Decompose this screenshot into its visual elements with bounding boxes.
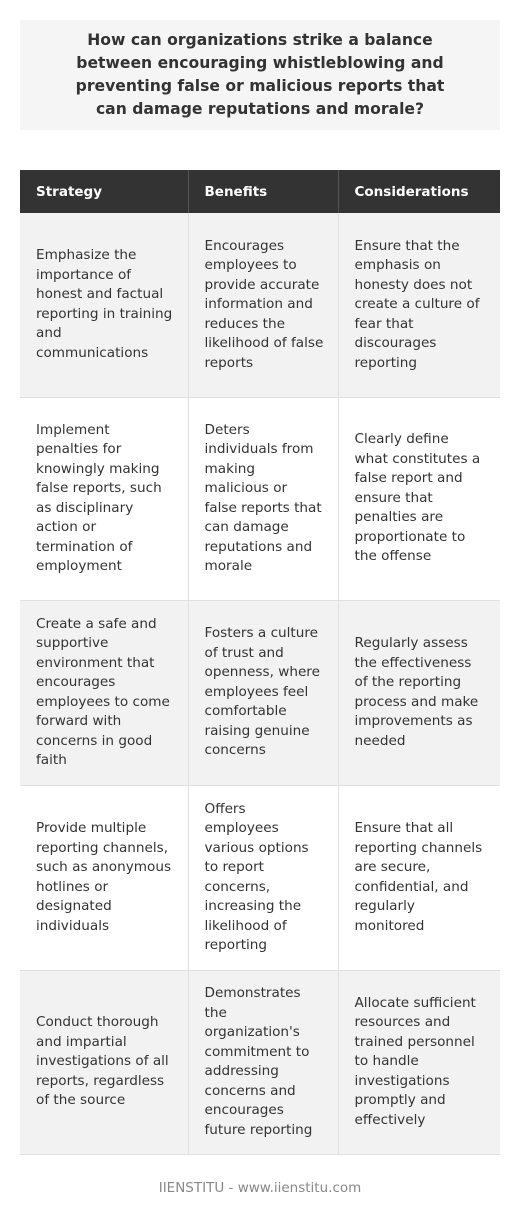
- table-row: [20, 970, 500, 1154]
- cell-considerations: Allocate sufficient resources and trained personnel to handle investigations promptly and effectively: [338, 970, 500, 1154]
- table-row: [20, 785, 500, 970]
- cell-strategy: Create a safe and supportive environment that encourages employees to come forward with concerns in good faith: [20, 600, 188, 785]
- header-benefits: Benefits: [188, 170, 338, 213]
- page-title: How can organizations strike a balance between encouraging whistleblowing and preventing false or malicious reports that can damage reputations and morale?: [75, 31, 445, 118]
- cell-considerations: Ensure that all reporting channels are secure, confidential, and regularly monitored: [338, 785, 500, 970]
- footer-credit: IIENSTITU - www.iienstitu.com: [158, 1180, 362, 1196]
- cell-considerations: Ensure that the emphasis on honesty does not create a culture of fear that discourages reporting: [338, 213, 500, 397]
- cell-considerations: Regularly assess the effectiveness of the reporting process and make improvements as needed: [338, 600, 500, 785]
- table-row: [20, 213, 500, 397]
- cell-considerations: Clearly define what constitutes a false report and ensure that penalties are proportionate to the offense: [338, 397, 500, 600]
- cell-benefits: Deters individuals from making malicious or false reports that can damage reputations and morale: [188, 397, 338, 600]
- title-box: [20, 20, 500, 130]
- cell-benefits: Offers employees various options to report concerns, increasing the likelihood of reporting: [188, 785, 338, 970]
- strategy-table: [20, 170, 500, 1155]
- table-row: [20, 397, 500, 600]
- cell-strategy: Conduct thorough and impartial investigations of all reports, regardless of the source: [20, 970, 188, 1154]
- header-strategy: Strategy: [20, 170, 188, 213]
- cell-strategy: Implement penalties for knowingly making false reports, such as disciplinary action or termination of employment: [20, 397, 188, 600]
- cell-benefits: Demonstrates the organization's commitment to addressing concerns and encourages future reporting: [188, 970, 338, 1154]
- table-header-row: [20, 170, 500, 213]
- header-considerations: Considerations: [338, 170, 500, 213]
- cell-strategy: Emphasize the importance of honest and factual reporting in training and communications: [20, 213, 188, 397]
- cell-strategy: Provide multiple reporting channels, such as anonymous hotlines or designated individuals: [20, 785, 188, 970]
- table-row: [20, 600, 500, 785]
- cell-benefits: Encourages employees to provide accurate information and reduces the likelihood of false reports: [188, 213, 338, 397]
- cell-benefits: Fosters a culture of trust and openness, where employees feel comfortable raising genuine concerns: [188, 600, 338, 785]
